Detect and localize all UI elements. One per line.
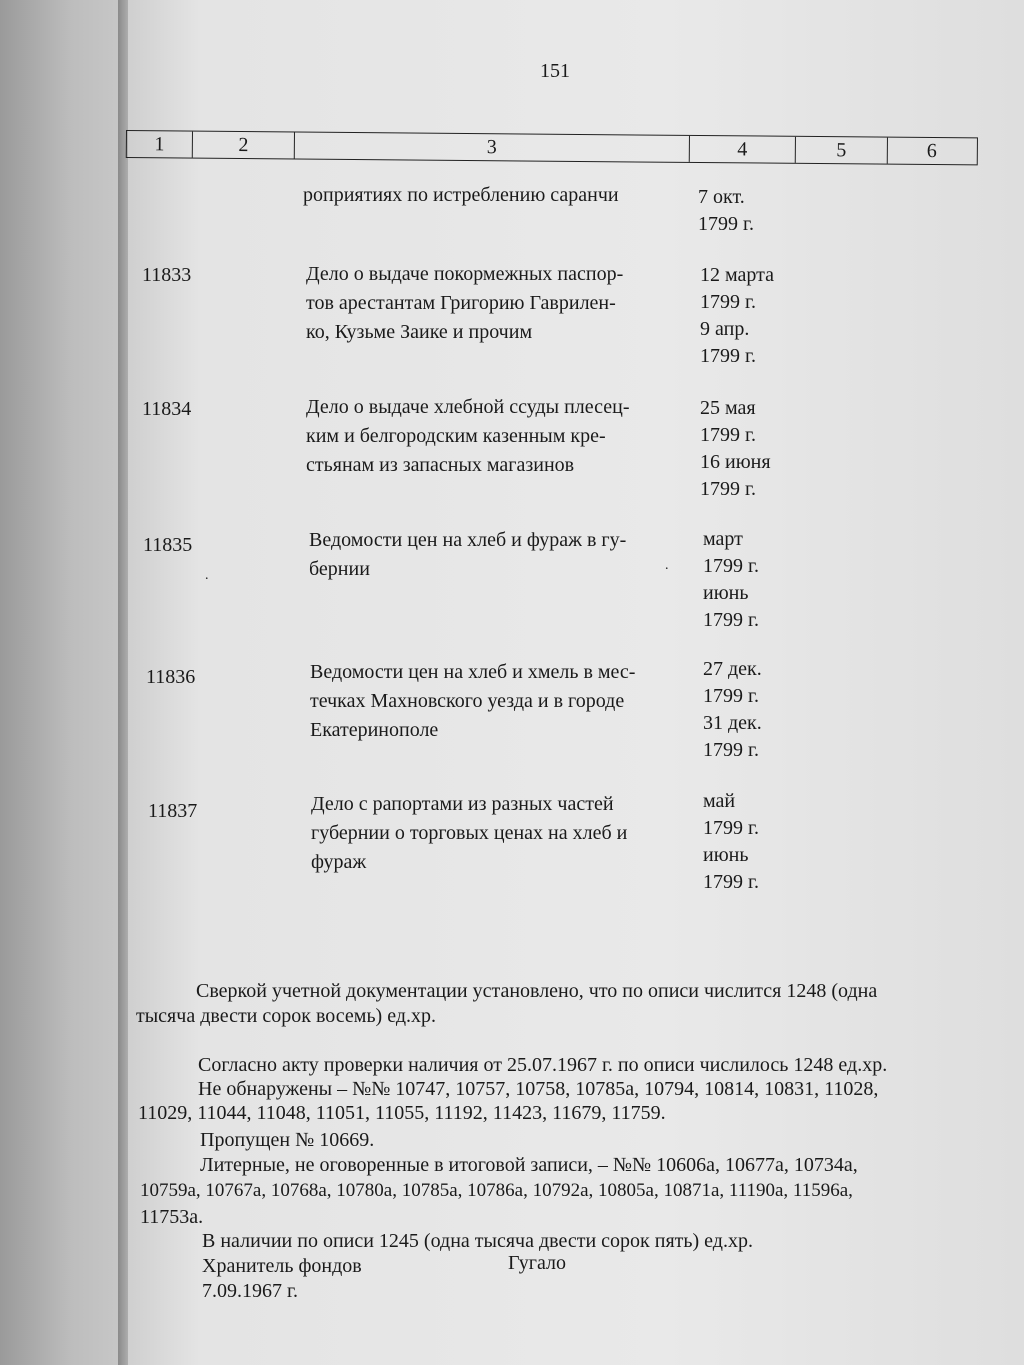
header-col-1: 1	[127, 131, 193, 158]
entry-dates: 25 мая 1799 г. 16 июня 1799 г.	[700, 397, 771, 500]
header-col-3: 3	[295, 132, 690, 161]
continuation-dates: 7 окт. 1799 г.	[698, 186, 754, 235]
summary-line-4: Не обнаружены – №№ 10747, 10757, 10758, 10785а, 10794, 10814, 10831, 11028,	[198, 1078, 879, 1100]
stray-dot: .	[665, 558, 669, 573]
keeper-name: Гугало	[508, 1252, 567, 1274]
continuation-title: роприятиях по истреблению саранчи	[303, 184, 619, 206]
summary-line-3: Согласно акту проверки наличия от 25.07.1967 г. по описи числилось 1248 ед.хр.	[198, 1054, 888, 1076]
stray-dot: .	[205, 568, 209, 583]
entry-title: Дело с рапортами из разных частей губернии о торговых ценах на хлеб и фураж	[311, 793, 628, 873]
summary-line-8: 10759а, 10767а, 10768а, 10780а, 10785а, 10786а, 10792а, 10805а, 10871а, 11190а, 11596а,	[140, 1180, 853, 1201]
summary-line-5: 11029, 11044, 11048, 11051, 11055, 11192, 11423, 11679, 11759.	[138, 1102, 666, 1124]
summary-line-1: Сверкой учетной документации установлено, что по описи числится 1248 (одна	[196, 980, 878, 1002]
entry-number: 11835	[143, 534, 193, 556]
header-col-2: 2	[193, 132, 295, 159]
entry-number: 11837	[148, 800, 198, 822]
summary-line-2: тысяча двести сорок восемь) ед.хр.	[136, 1005, 437, 1027]
entry-dates: 12 марта 1799 г. 9 апр. 1799 г.	[700, 264, 774, 367]
signature-date: 7.09.1967 г.	[202, 1280, 298, 1302]
entry-title: Ведомости цен на хлеб и хмель в мес- течках Махновского уезда и в городе Екатеринополе	[310, 661, 636, 741]
entry-title: Ведомости цен на хлеб и фураж в гу- бернии	[309, 529, 627, 580]
summary-line-7: Литерные, не оговоренные в итоговой записи, – №№ 10606а, 10677а, 10734а,	[200, 1154, 858, 1176]
entry-number: 11836	[146, 666, 196, 688]
summary-line-10: В наличии по описи 1245 (одна тысяча двести сорок пять) ед.хр.	[202, 1230, 753, 1252]
summary-line-9: 11753а.	[140, 1206, 204, 1228]
entry-title: Дело о выдаче покормежных паспор- тов арестантам Григорию Гаврилен- ко, Кузьме Заике и прочим	[306, 263, 624, 343]
entry-number: 11834	[142, 398, 192, 420]
entry-dates: март 1799 г. июнь 1799 г.	[703, 528, 759, 631]
page-number: 151	[540, 60, 570, 82]
summary-line-6: Пропущен № 10669.	[200, 1129, 375, 1151]
header-col-6: 6	[926, 139, 937, 163]
header-col-5: 5	[796, 137, 888, 164]
entry-title: Дело о выдаче хлебной ссуды плесец- ким и белгородским казенным кре- стьянам из запасных магазинов	[306, 396, 630, 476]
entry-dates: май 1799 г. июнь 1799 г.	[703, 790, 759, 893]
header-col-4: 4	[690, 136, 796, 163]
entry-number: 11833	[142, 264, 192, 286]
entry-dates: 27 дек. 1799 г. 31 дек. 1799 г.	[703, 658, 762, 761]
keeper-label: Хранитель фондов	[202, 1255, 362, 1277]
facing-page	[0, 0, 130, 1365]
